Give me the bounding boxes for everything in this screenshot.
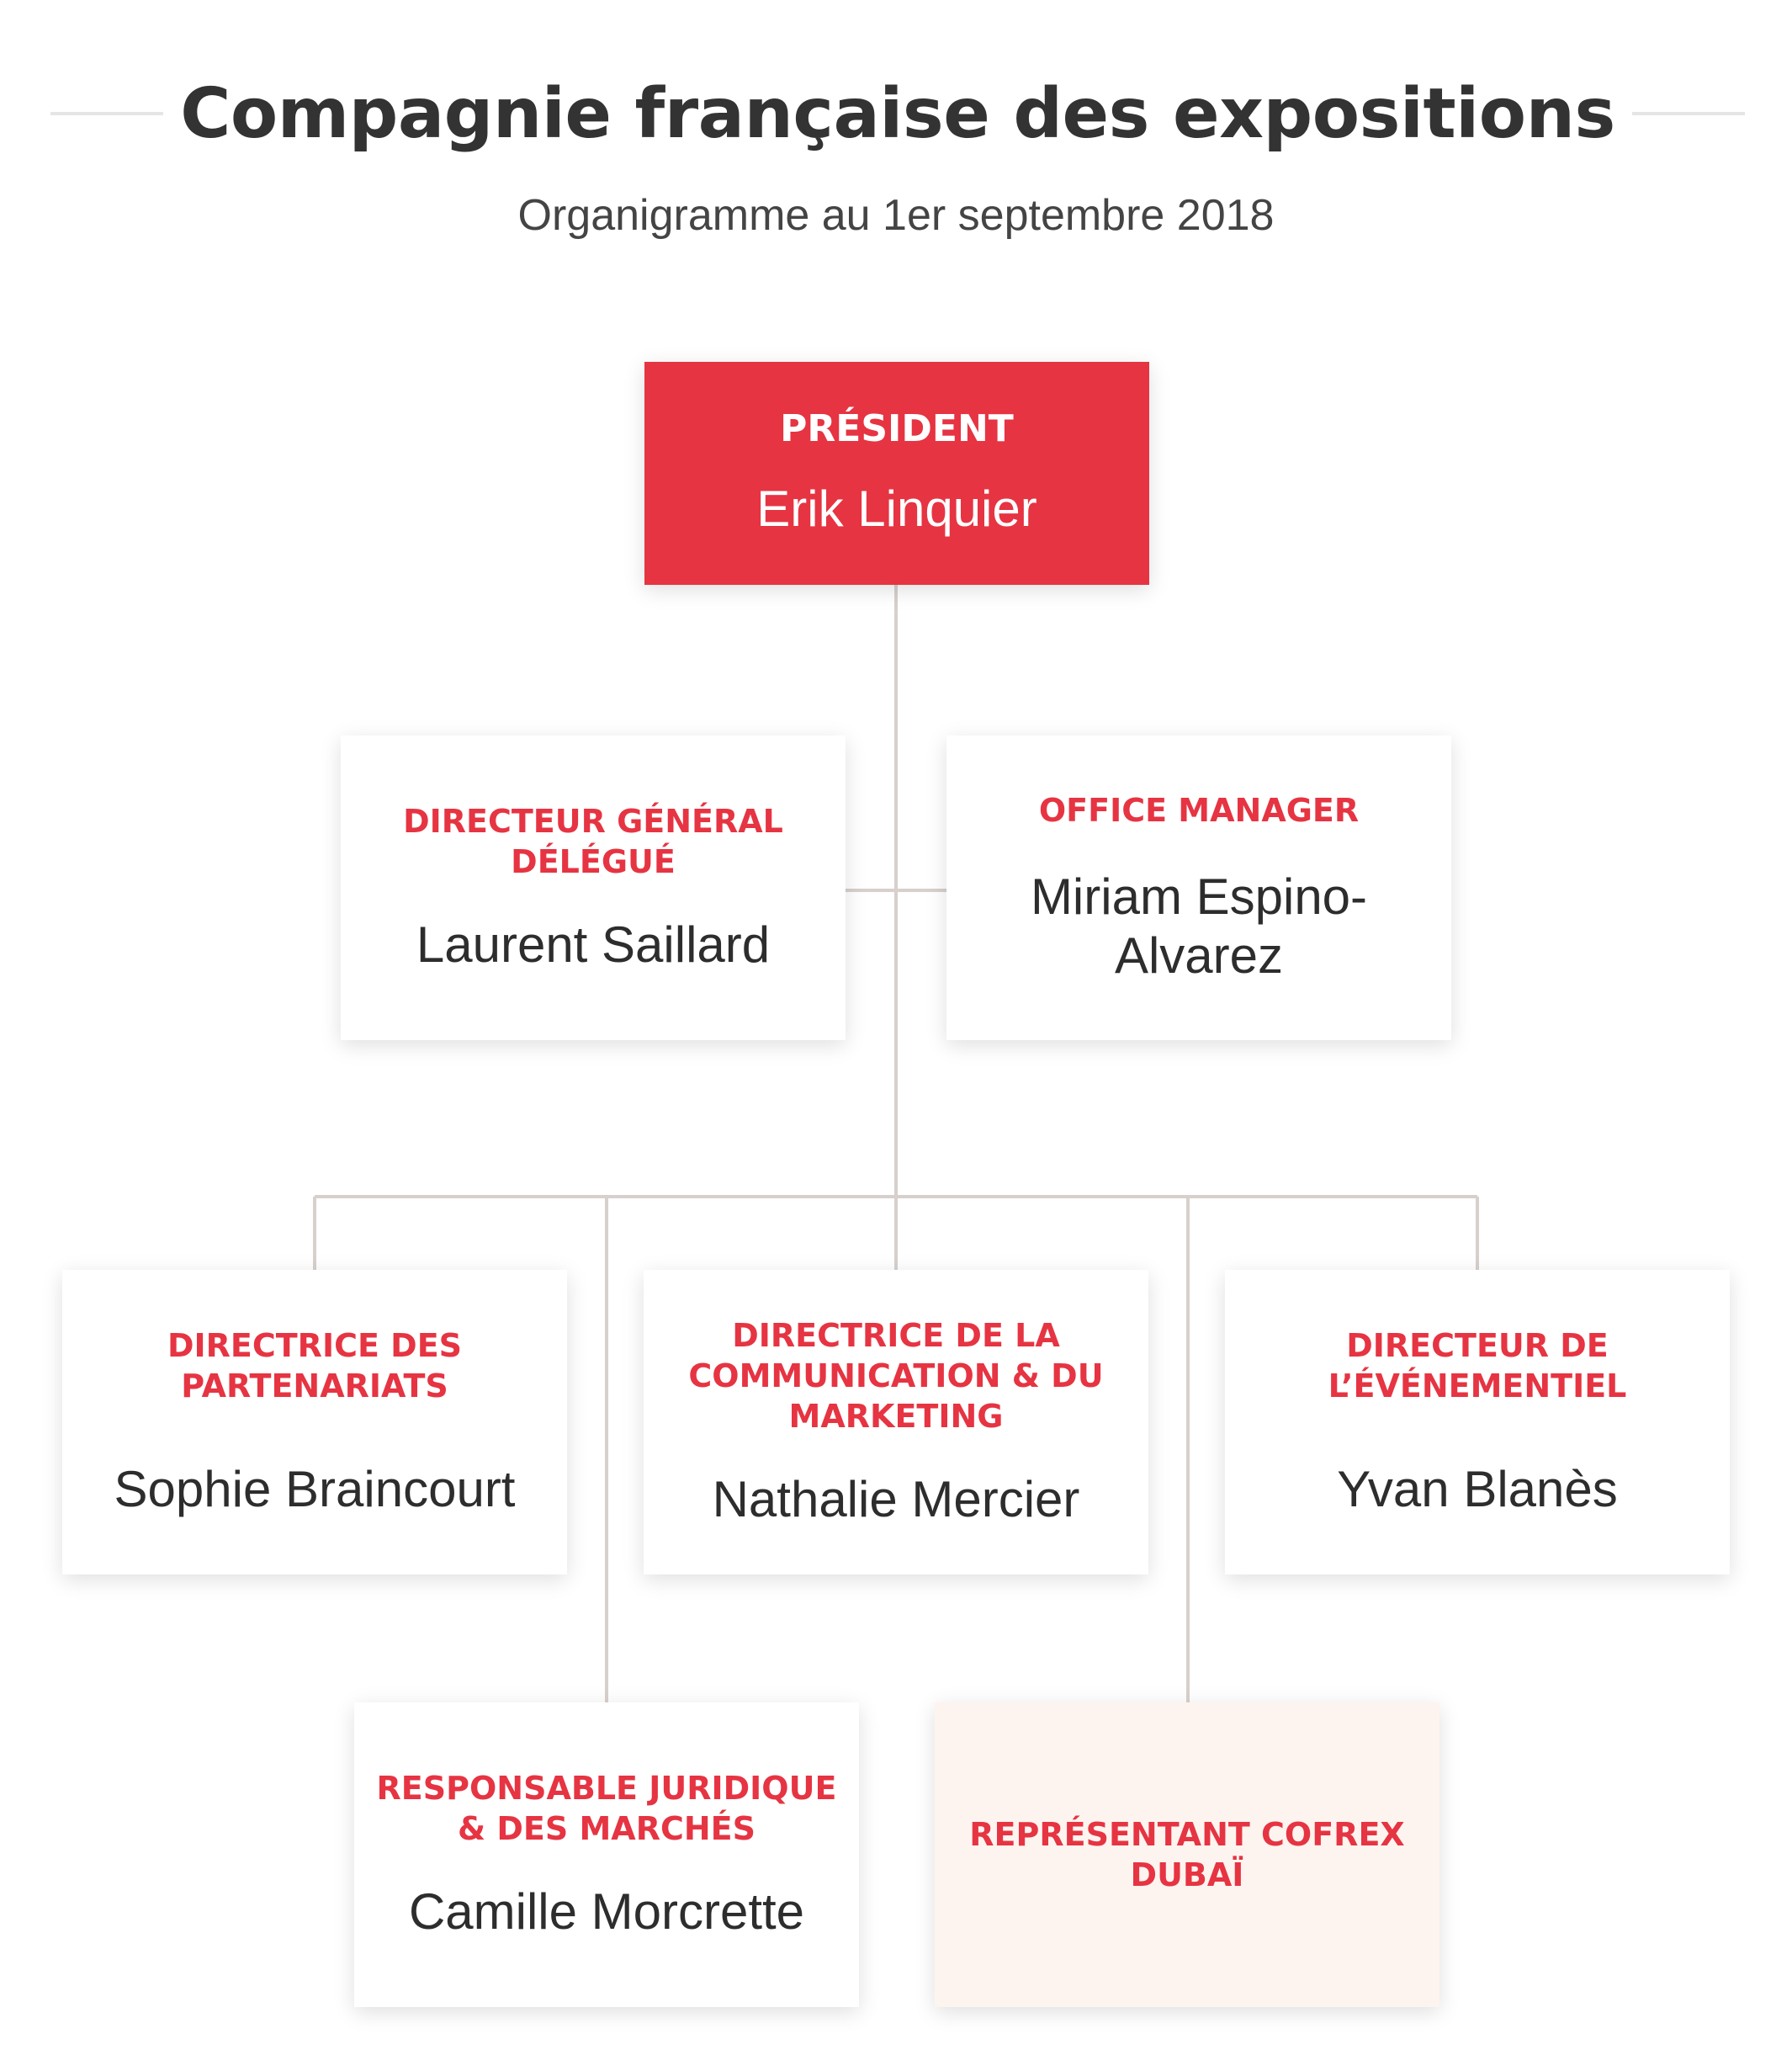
box-communication (644, 1270, 1148, 1574)
name-dg-delegue: Laurent Saillard (416, 916, 771, 973)
role-dubai: REPRÉSENTANT COFREX DUBAÏ (969, 1816, 1405, 1893)
role-juridique: RESPONSABLE JURIDIQUE & DES MARCHÉS (376, 1770, 837, 1847)
role-president: PRÉSIDENT (780, 406, 1014, 450)
role-office-manager: OFFICE MANAGER (1038, 792, 1360, 829)
name-partenariats: Sophie Braincourt (114, 1461, 516, 1517)
name-office-manager: Miriam Espino-Alvarez (1030, 868, 1368, 984)
role-partenariats: DIRECTRICE DES PARTENARIATS (167, 1327, 463, 1405)
box-partenariats (62, 1270, 567, 1574)
role-communication: DIRECTRICE DE LA COMMUNICATION & DU MARKETING (688, 1317, 1104, 1435)
box-office-manager (946, 735, 1451, 1040)
name-communication: Nathalie Mercier (712, 1471, 1080, 1527)
box-dg-delegue (341, 735, 846, 1040)
box-evenementiel (1225, 1270, 1730, 1574)
name-evenementiel: Yvan Blanès (1337, 1461, 1618, 1517)
name-juridique: Camille Morcrette (408, 1883, 805, 1940)
page-subtitle: Organigramme au 1er septembre 2018 (517, 191, 1275, 240)
role-dg-delegue: DIRECTEUR GÉNÉRAL DÉLÉGUÉ (403, 803, 783, 880)
box-president (644, 362, 1149, 585)
box-dubai (935, 1702, 1439, 2007)
page-title: Compagnie française des expositions (180, 73, 1615, 154)
role-evenementiel: DIRECTEUR DE L’ÉVÉNEMENTIEL (1328, 1327, 1627, 1405)
box-juridique (354, 1702, 859, 2007)
name-president: Erik Linquier (756, 480, 1037, 537)
